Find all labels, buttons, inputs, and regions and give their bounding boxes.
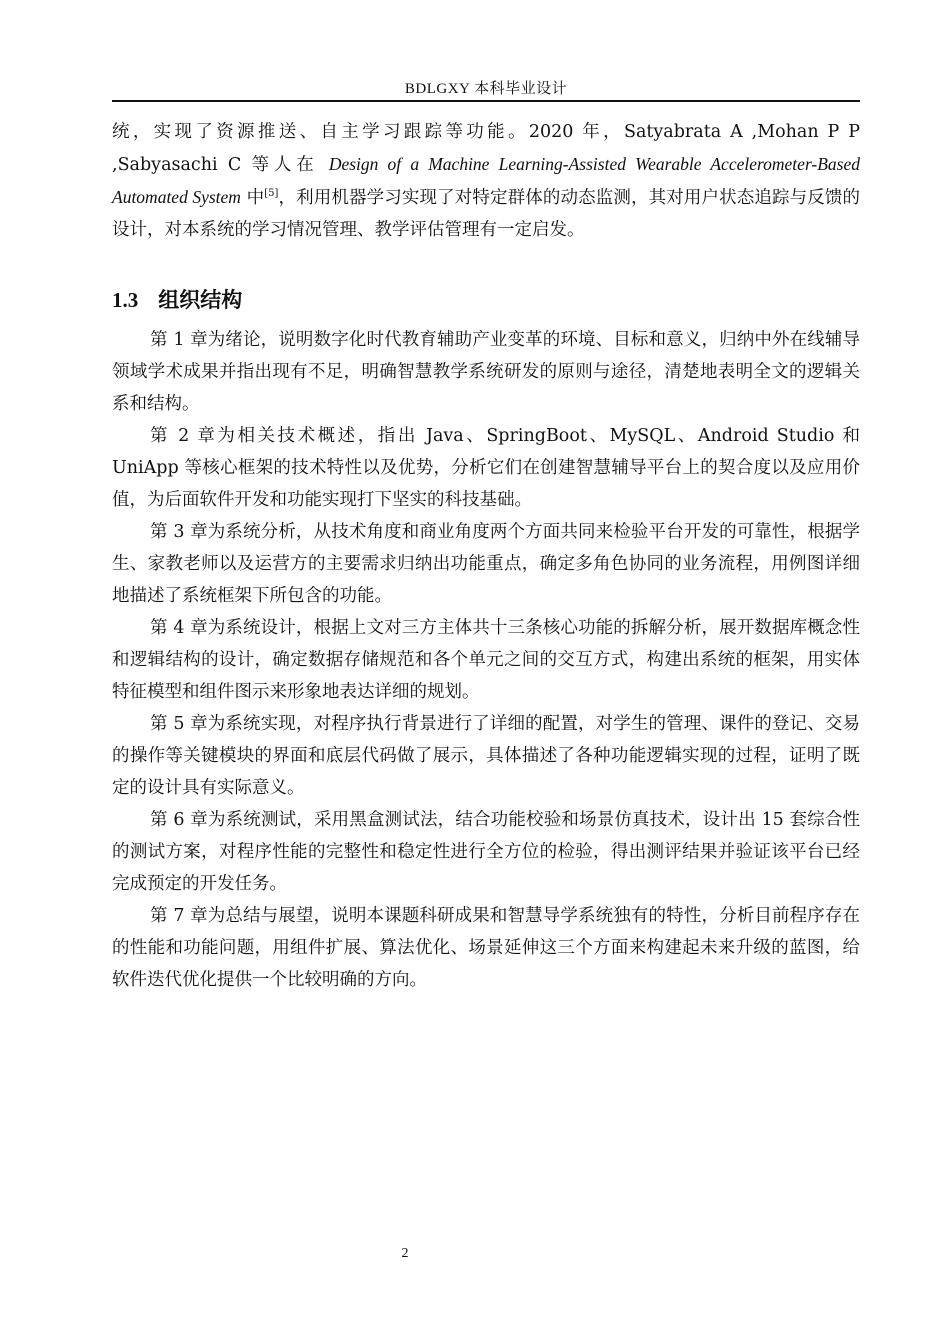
cited-paper-title: Design of a Machine Learning-Assisted Wearable Accelerometer-Based Automated System: [112, 154, 860, 207]
chapter-4-summary: 第 4 章为系统设计，根据上文对三方主体共十三条核心功能的拆解分析，展开数据库概念性和逻辑结构的设计，确定数据存储规范和各个单元之间的交互方式，构建出系统的框架，用实体特征模型和组件图示来形象地表达详细的规划。: [112, 618, 860, 702]
citation-marker[interactable]: [5]: [264, 188, 279, 199]
section-heading: [112, 284, 242, 314]
chapter-1-summary: 第 1 章为绪论，说明数字化时代教育辅助产业变革的环境、目标和意义，归纳中外在线辅导领域学术成果并指出现有不足，明确智慧教学系统研发的原则与途径，清楚地表明全文的逻辑关系和结构。: [112, 330, 860, 414]
header-divider: [112, 100, 860, 102]
chapter-7-summary: 第 7 章为总结与展望，说明本课题科研成果和智慧导学系统独有的特性，分析目前程序存在的性能和功能问题，用组件扩展、算法优化、场景延伸这三个方面来构建起未来升级的蓝图，给软件迭代优化提供一个比较明确的方向。: [112, 906, 860, 990]
chapter-5-summary: 第 5 章为系统实现，对程序执行背景进行了详细的配置，对学生的管理、课件的登记、交易的操作等关键模块的界面和底层代码做了展示，具体描述了各种功能逻辑实现的过程，证明了既定的设计具有实际意义。: [112, 714, 860, 798]
chapter-6-summary: 第 6 章为系统测试，采用黑盒测试法，结合功能校验和场景仿真技术，设计出 15 套综合性的测试方案，对程序性能的完整性和稳定性进行全方位的检验，得出测评结果并验证该平台已经完成预定的开发任务。: [112, 810, 860, 894]
intro-text-part3: ，利用机器学习实现了对特定群体的动态监测，其对用户状态追踪与反馈的设计，对本系统的学习情况管理、教学评估管理有一定启发。: [112, 188, 860, 240]
section-title: 组织结构: [158, 288, 243, 312]
chapter-list: [112, 324, 860, 996]
chapter-3-summary: 第 3 章为系统分析，从技术角度和商业角度两个方面共同来检验平台开发的可靠性，根据学生、家教老师以及运营方的主要需求归纳出功能重点，确定多角色协同的业务流程，用例图详细地描述了系统框架下所包含的功能。: [112, 522, 860, 606]
chapter-2-summary: 第 2 章为相关技术概述，指出 Java、SpringBoot、MySQL、Android Studio 和 UniApp 等核心框架的技术特性以及优势，分析它们在创建智慧辅导平台上的契合度以及应用价值，为后面软件开发和功能实现打下坚实的科技基础。: [112, 426, 860, 510]
page-header-title: BDLGXY 本科毕业设计: [404, 81, 568, 97]
intro-paragraph: [112, 116, 860, 246]
section-number: 1.3: [112, 288, 139, 312]
page-number: 2: [401, 1246, 409, 1261]
intro-text-part1: 统，实现了资源推送、自主学习跟踪等功能。2020 年，Satyabrata A ,Mohan P P ,Sabyasachi C 等人在: [112, 122, 860, 175]
intro-text-part2: 中: [240, 188, 265, 208]
